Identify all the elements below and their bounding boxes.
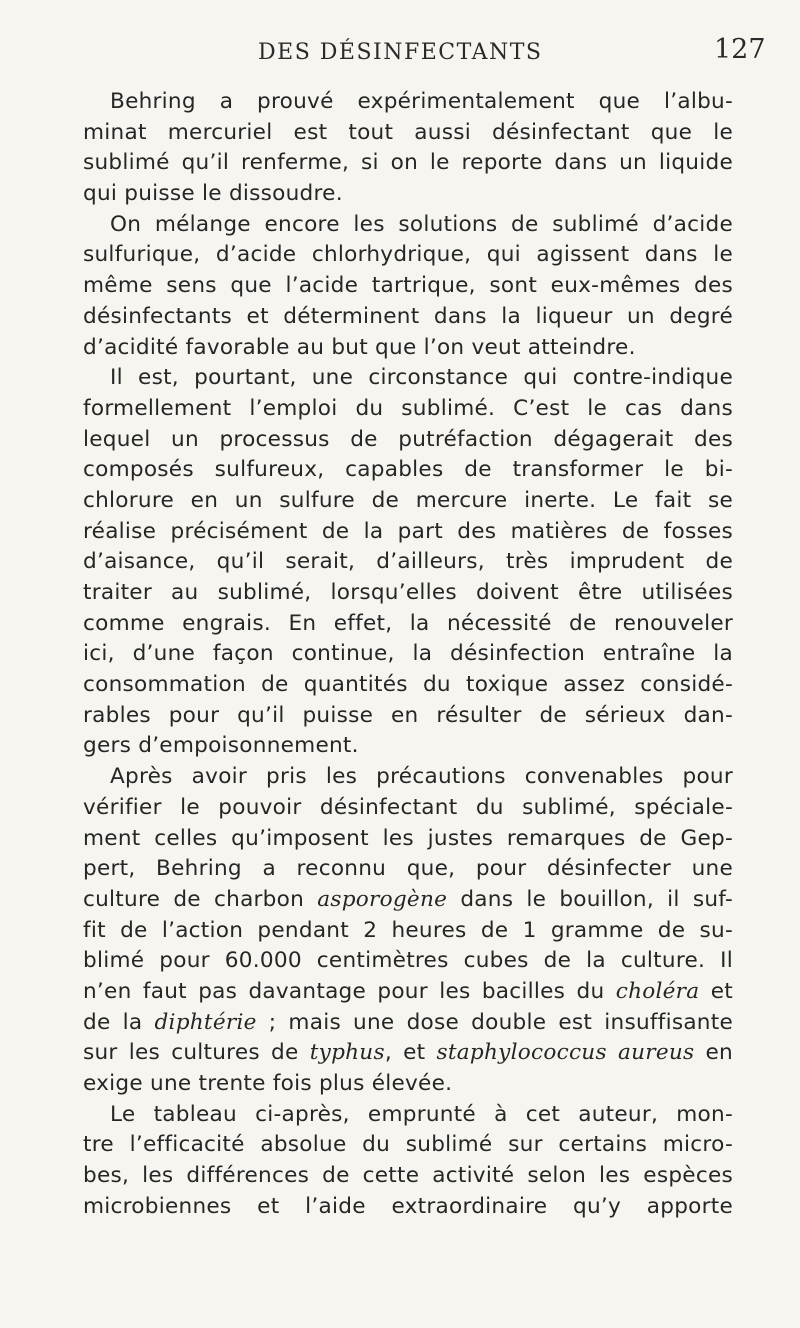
italic-term: diphtérie — [154, 1009, 257, 1035]
text-run: traiter au sublimé, lorsqu’elles doivent être utilisées — [83, 580, 733, 605]
text-run: en — [694, 1040, 733, 1066]
text-line — [83, 302, 733, 333]
text-run: Il est, pourtant, une circonstance qui contre-indique — [110, 365, 733, 391]
body-text — [83, 87, 733, 1222]
text-line — [83, 1038, 733, 1069]
text-line — [83, 578, 733, 609]
text-run: sur les cultures de — [83, 1040, 310, 1066]
text-run: fit de l’action pendant 2 heures de 1 gramme de su- — [83, 917, 733, 943]
text-run: sulfurique, d’acide chlorhydrique, qui agissent dans le — [83, 242, 733, 268]
text-run: d’acidité favorable au but que l’on veut atteindre. — [83, 334, 636, 360]
text-line — [83, 240, 733, 271]
italic-term: asporogène — [317, 886, 448, 912]
text-line — [83, 363, 733, 394]
text-run: comme engrais. En effet, la nécessité de renouveler — [83, 610, 733, 636]
text-run: tre l’efficacité absolue du sublimé sur certains micro- — [83, 1132, 733, 1158]
text-run: vérifier le pouvoir désinfectant du sublimé, spéciale- — [83, 794, 733, 820]
text-run: désinfectants et déterminent dans la liqueur un degré — [83, 303, 733, 329]
text-line — [83, 1008, 733, 1039]
text-line — [83, 1161, 733, 1192]
text-line — [83, 670, 733, 701]
text-line — [83, 854, 733, 885]
text-run: blimé pour 60.000 centimètres cubes de la culture. Il — [83, 948, 733, 974]
text-run: culture de charbon — [83, 886, 318, 912]
text-line — [83, 824, 733, 855]
text-line — [83, 639, 733, 670]
text-line — [83, 977, 733, 1008]
text-run: exige une trente fois plus élevée. — [83, 1071, 453, 1096]
italic-term: typhus — [309, 1040, 385, 1066]
text-line — [83, 946, 733, 977]
text-line — [83, 731, 733, 762]
text-line — [83, 701, 733, 732]
text-run: ; mais une dose double est insuffisante — [256, 1009, 733, 1035]
text-line — [83, 547, 733, 578]
text-run: composés sulfureux, capables de transformer le bi- — [83, 457, 733, 483]
text-line — [83, 425, 733, 456]
text-line — [83, 1130, 733, 1161]
text-line — [83, 333, 733, 364]
text-run: de la — [83, 1009, 155, 1035]
text-line — [83, 1100, 733, 1131]
text-line — [83, 517, 733, 548]
text-run: n’en faut pas davantage pour les bacilles du — [83, 978, 616, 1004]
text-run: lequel un processus de putréfaction dégagerait des — [83, 426, 733, 452]
text-run: formellement l’emploi du sublimé. C’est le cas dans — [83, 395, 733, 421]
text-line — [83, 179, 733, 210]
text-line — [83, 793, 733, 824]
text-line — [83, 885, 733, 916]
text-run: consommation de quantités du toxique assez considé- — [83, 672, 733, 698]
text-run: minat mercuriel est tout aussi désinfectant que le — [83, 119, 733, 145]
page-number: 127 — [714, 34, 766, 65]
page-header — [0, 34, 800, 80]
text-run: chlorure en un sulfure de mercure inerte. Le fait se — [83, 487, 733, 513]
text-line — [83, 210, 733, 241]
text-line — [83, 394, 733, 425]
running-title: DES DÉSINFECTANTS — [258, 40, 543, 65]
text-line — [83, 916, 733, 947]
italic-term: choléra — [615, 978, 700, 1004]
text-run: rables pour qu’il puisse en résulter de sérieux dan- — [83, 702, 733, 728]
text-line — [83, 762, 733, 793]
text-line — [83, 87, 733, 118]
text-run: pert, Behring a reconnu que, pour désinfecter une — [83, 856, 733, 882]
text-run: même sens que l’acide tartrique, sont eux-mêmes des — [83, 273, 733, 299]
italic-term: staphylococcus aureus — [436, 1040, 695, 1066]
text-run: qui puisse le dissoudre. — [83, 181, 343, 207]
text-line — [83, 486, 733, 517]
text-run: gers d’empoisonnement. — [83, 733, 359, 759]
text-run: On mélange encore les solutions de sublimé d’acide — [110, 211, 733, 237]
text-run: bes, les différences de cette activité selon les espèces — [83, 1163, 733, 1189]
text-line — [83, 118, 733, 149]
text-run: réalise précisément de la part des matières de fosses — [83, 518, 733, 544]
text-run: et — [699, 978, 733, 1004]
text-line — [83, 455, 733, 486]
text-line — [83, 148, 733, 179]
text-line — [83, 1192, 733, 1223]
text-line — [83, 609, 733, 640]
text-run: microbiennes et l’aide extraordinaire qu’y apporte — [83, 1193, 733, 1219]
text-run: Le tableau ci-après, emprunté à cet auteur, mon- — [110, 1101, 733, 1127]
text-run: , et — [384, 1040, 437, 1066]
text-line — [83, 271, 733, 302]
text-run: sublimé qu’il renferme, si on le reporte dans un liquide — [83, 150, 733, 176]
text-run: ment celles qu’imposent les justes remarques de Gep- — [83, 825, 733, 851]
text-run: dans le bouillon, il suf- — [447, 886, 733, 912]
text-line — [83, 1069, 733, 1100]
text-run: Behring a prouvé expérimentalement que l’albu- — [110, 89, 733, 114]
text-run: ici, d’une façon continue, la désinfection entraîne la — [83, 641, 733, 667]
text-run: d’aisance, qu’il serait, d’ailleurs, très imprudent de — [83, 549, 733, 575]
text-run: Après avoir pris les précautions convenables pour — [110, 764, 733, 790]
